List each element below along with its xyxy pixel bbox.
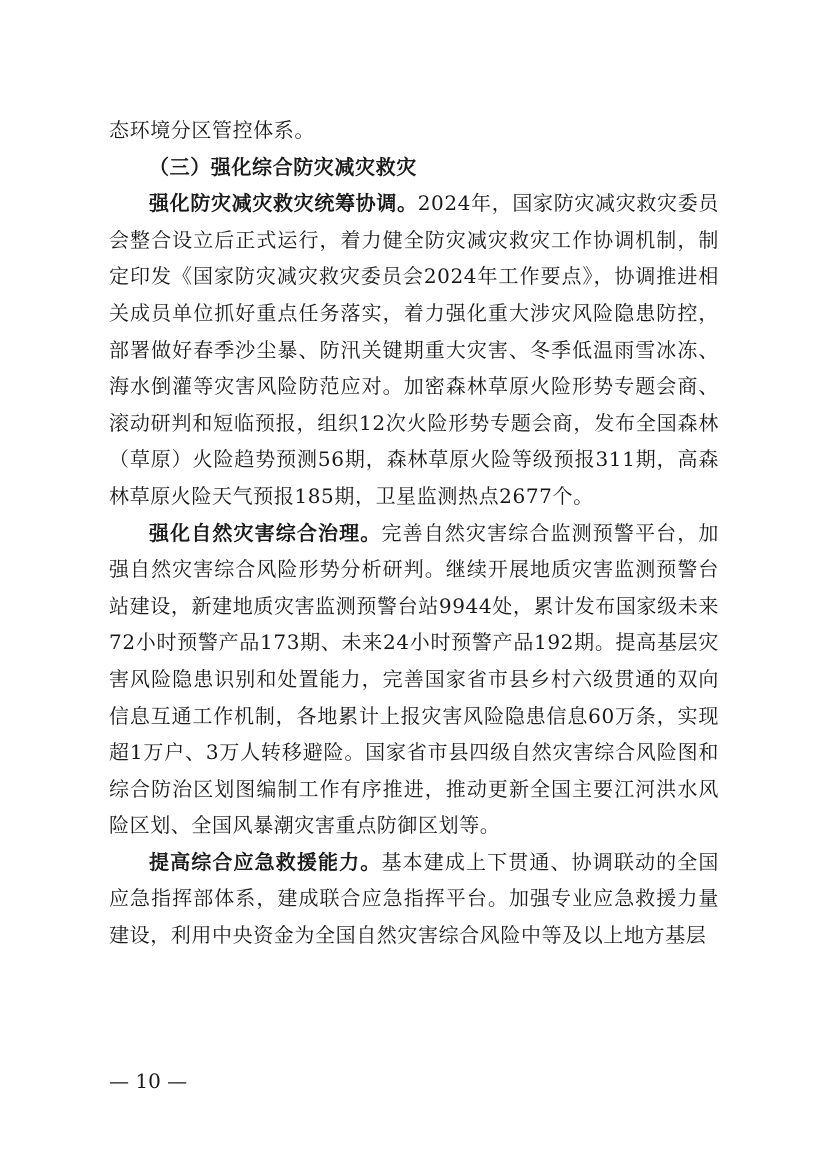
paragraph-lead: 强化防灾减灾救灾统筹协调。 bbox=[149, 191, 418, 216]
paragraph-body: 基本建成上下贯通、协调联动的全国应急指挥部体系，建成联合应急指挥平台。加强专业应急救援力量建设，利用中央资金为全国自然灾害综合风险中等及以上地方基层 bbox=[109, 849, 719, 948]
paragraph-lead: 提高综合应急救援能力。 bbox=[149, 849, 382, 874]
page-number: — 10 — bbox=[109, 1069, 188, 1093]
paragraph-body: 完善自然灾害综合监测预警平台，加强自然灾害综合风险形势分析研判。继续开展地质灾害监测预警台站建设，新建地质灾害监测预警台站9944处，累计发布国家级未来72小时预警产品173期、未来24小时预警产品192期。提高基层灾害风险隐患识别和处置能力，完善国家省市县乡村六级贯通的双向信息互通工作机制，各地累计上报灾害风险隐患信息60万条，实现超1万户、3万人转移避险。国家省市县四级自然灾害综合风险图和综合防治区划图编制工作有序推进，推动更新全国主要江河洪水风险区划、全国风暴潮灾害重点防御区划等。 bbox=[109, 520, 719, 838]
paragraph-coordination bbox=[109, 185, 719, 514]
paragraph-rescue bbox=[109, 844, 719, 954]
section-heading: （三）强化综合防灾减灾救灾 bbox=[149, 154, 417, 179]
continuation-line: 态环境分区管控体系。 bbox=[109, 118, 315, 142]
paragraph-governance bbox=[109, 515, 719, 844]
body-text bbox=[109, 112, 719, 954]
paragraph-lead: 强化自然灾害综合治理。 bbox=[149, 520, 382, 545]
paragraph-body: 2024年，国家防灾减灾救灾委员会整合设立后正式运行，着力健全防灾减灾救灾工作协调机制，制定印发《国家防灾减灾救灾委员会2024年工作要点》，协调推进相关成员单位抓好重点任务落实，着力强化重大涉灾风险隐患防控，部署做好春季沙尘暴、防汛关键期重大灾害、冬季低温雨雪冰冻、海水倒灌等灾害风险防范应对。加密森林草原火险形势专题会商、滚动研判和短临预报，组织12次火险形势专题会商，发布全国森林（草原）火险趋势预测56期，森林草原火险等级预报311期，高森林草原火险天气预报185期，卫星监测热点2677个。 bbox=[109, 191, 719, 508]
